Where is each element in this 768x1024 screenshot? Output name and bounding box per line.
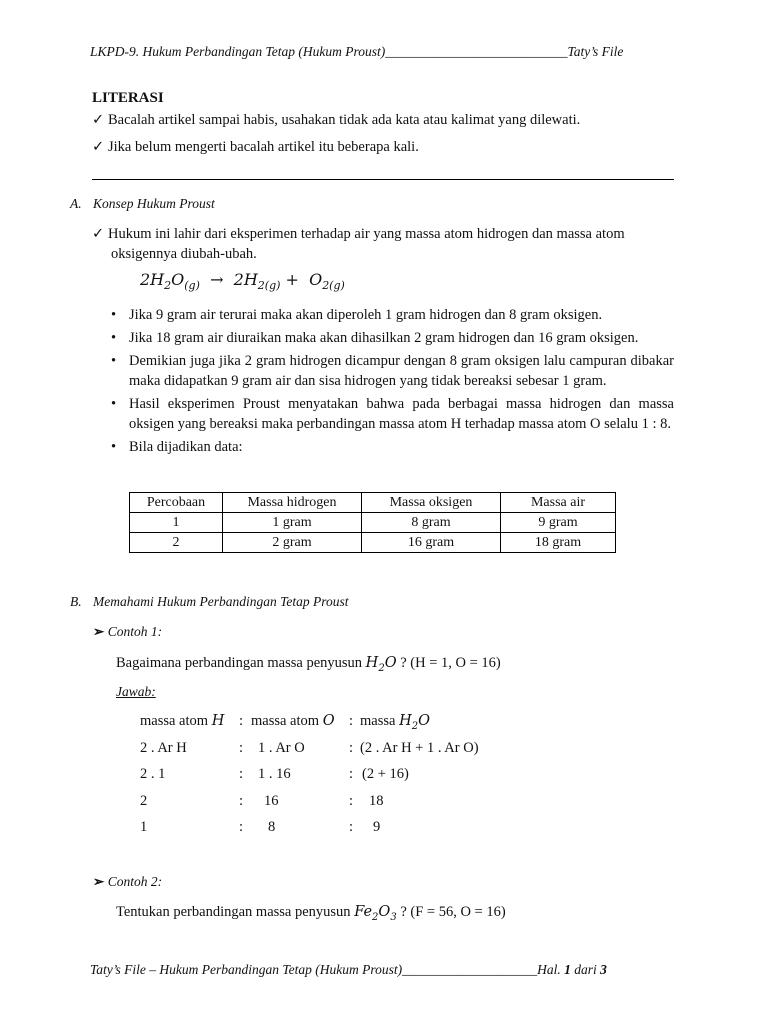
ratio-cell: 1 bbox=[140, 819, 148, 835]
ratio-colon: : bbox=[239, 740, 244, 756]
contoh-1-question: Bagaimana perbandingan massa penyusun $H_2O$ ? (H = 1, O = 16) bbox=[116, 655, 501, 674]
contoh-2-label: ➢ Contoh 2: bbox=[93, 874, 163, 889]
reaction-equation: $2H_2O_{(g)} \to 2H_{2(g)} + O_{2(g)}$ bbox=[140, 270, 345, 293]
divider bbox=[92, 179, 674, 180]
formula-h2o: $H_2O$ bbox=[365, 655, 397, 674]
checkmark-icon: ✓ bbox=[92, 226, 105, 242]
ratio-cell: 16 bbox=[264, 793, 279, 809]
table-header: Percobaan bbox=[130, 493, 223, 513]
ratio-colon: : bbox=[239, 713, 244, 729]
ratio-table bbox=[0, 713, 768, 843]
ratio-colon: : bbox=[349, 793, 354, 809]
literasi-title: LITERASI bbox=[92, 90, 164, 106]
list-item: • Bila dijadikan data: bbox=[111, 439, 243, 455]
checkmark-icon: ✓ bbox=[92, 112, 105, 128]
table-cell: 1 gram bbox=[223, 513, 362, 533]
page-header: LKPD-9. Hukum Perbandingan Tetap (Hukum Proust)___________________________Taty’s File bbox=[90, 44, 624, 59]
ratio-cell: (2 + 16) bbox=[362, 766, 409, 782]
list-item: • Demikian juga jika 2 gram hidrogen dicampur dengan 8 gram oksigen lalu campuran dibakar maka didapatkan 9 gram air dan sisa hidrogen yang tidak bereaksi sebesar 1 gram. bbox=[111, 353, 674, 389]
section-a-title: Konsep Hukum Proust bbox=[93, 196, 215, 211]
section-a-intro-line2: oksigennya diubah-ubah. bbox=[111, 246, 257, 262]
ratio-colon: : bbox=[239, 793, 244, 809]
table-row bbox=[130, 513, 616, 533]
arrow-bullet-icon: ➢ bbox=[93, 874, 105, 889]
list-item: • Hasil eksperimen Proust menyatakan bahwa pada berbagai massa hidrogen dan massa oksigen yang bereaksi maka perbandingan massa atom H terhadap massa atom O selalu 1 : 8. bbox=[111, 396, 674, 432]
list-item: • Jika 18 gram air diuraikan maka akan dihasilkan 2 gram hidrogen dan 16 gram oksigen. bbox=[111, 330, 639, 346]
section-a-letter: A. bbox=[70, 196, 82, 211]
table-row bbox=[130, 533, 616, 553]
page-total: 3 bbox=[600, 962, 607, 977]
ratio-cell: 9 bbox=[373, 819, 381, 835]
ratio-colon: : bbox=[239, 766, 244, 782]
table-cell: 18 gram bbox=[501, 533, 616, 553]
ratio-cell: 8 bbox=[268, 819, 276, 835]
ratio-colon: : bbox=[349, 819, 354, 835]
ratio-cell: massa atom H bbox=[140, 713, 225, 729]
ratio-cell: (2 . Ar H + 1 . Ar O) bbox=[360, 740, 479, 756]
data-table bbox=[129, 492, 616, 553]
table-cell: 8 gram bbox=[362, 513, 501, 533]
ratio-cell: massa atom O bbox=[251, 713, 335, 729]
ratio-cell: 2 . 1 bbox=[140, 766, 166, 782]
contoh-1-label: ➢ Contoh 1: bbox=[93, 624, 163, 639]
checkmark-icon: ✓ bbox=[92, 139, 105, 155]
ratio-cell: 18 bbox=[369, 793, 384, 809]
table-cell: 2 gram bbox=[223, 533, 362, 553]
literasi-item-2: ✓ Jika belum mengerti bacalah artikel itu beberapa kali. bbox=[92, 139, 419, 155]
table-cell: 16 gram bbox=[362, 533, 501, 553]
table-cell: 9 gram bbox=[501, 513, 616, 533]
table-header-row bbox=[130, 493, 616, 513]
ratio-cell: 2 . Ar H bbox=[140, 740, 187, 756]
ratio-cell: 1 . Ar O bbox=[258, 740, 305, 756]
ratio-cell: 2 bbox=[140, 793, 148, 809]
ratio-colon: : bbox=[349, 766, 354, 782]
ratio-colon: : bbox=[349, 740, 354, 756]
ratio-colon: : bbox=[239, 819, 244, 835]
literasi-item-1: ✓ Bacalah artikel sampai habis, usahakan tidak ada kata atau kalimat yang dilewati. bbox=[92, 112, 581, 128]
table-cell: 1 bbox=[130, 513, 223, 533]
section-b-letter: B. bbox=[70, 594, 82, 609]
jawab-label: Jawab: bbox=[116, 684, 156, 699]
section-b-title: Memahami Hukum Perbandingan Tetap Proust bbox=[93, 594, 349, 609]
section-a-bullets bbox=[111, 305, 674, 457]
table-header: Massa hidrogen bbox=[223, 493, 362, 513]
section-a-intro: ✓ Hukum ini lahir dari eksperimen terhadap air yang massa atom hidrogen dan massa atom bbox=[92, 226, 625, 242]
list-item: • Jika 9 gram air terurai maka akan diperoleh 1 gram hidrogen dan 8 gram oksigen. bbox=[111, 307, 603, 323]
table-cell: 2 bbox=[130, 533, 223, 553]
ratio-colon: : bbox=[349, 713, 354, 729]
formula-fe2o3: $Fe_2O_3$ bbox=[354, 904, 397, 923]
table-header: Massa oksigen bbox=[362, 493, 501, 513]
ratio-cell: massa $H_2O$ bbox=[360, 713, 430, 732]
page-number: 1 bbox=[564, 962, 571, 977]
arrow-bullet-icon: ➢ bbox=[93, 624, 105, 639]
ratio-cell: 1 . 16 bbox=[258, 766, 291, 782]
table-header: Massa air bbox=[501, 493, 616, 513]
contoh-2-question: Tentukan perbandingan massa penyusun $Fe_2O_3$ ? (F = 56, O = 16) bbox=[116, 904, 506, 923]
page-footer: Taty’s File – Hukum Perbandingan Tetap (Hukum Proust)____________________Hal. 1 dari 3 bbox=[90, 962, 607, 977]
